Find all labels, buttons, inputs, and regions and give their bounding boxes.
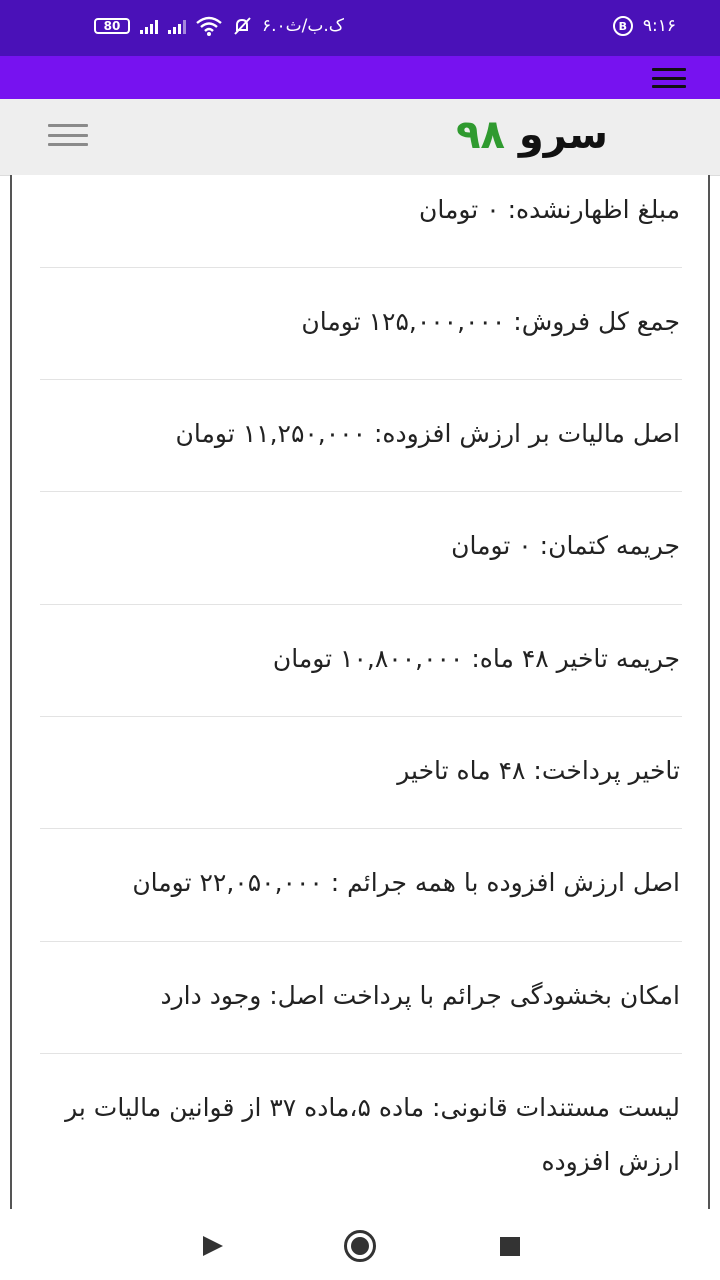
divider: [40, 716, 682, 717]
app-menu-icon[interactable]: [652, 68, 686, 88]
list-item-concealment-penalty: جریمه کتمان: ۰ تومان: [451, 531, 680, 560]
battery-level: 80: [103, 19, 121, 33]
divider: [40, 379, 682, 380]
list-item-penalty-waiver: امکان بخشودگی جرائم با پرداخت اصل: وجود دارد: [160, 981, 680, 1010]
site-menu-icon[interactable]: [48, 124, 88, 146]
battery-icon: [94, 18, 130, 34]
site-header: [0, 99, 720, 176]
results-list: [10, 175, 710, 1209]
back-icon[interactable]: [203, 1236, 223, 1256]
list-item-delay-penalty: جریمه تاخیر ۴۸ ماه: ۱۰,۸۰۰,۰۰۰ تومان: [272, 644, 680, 673]
b-badge-icon: B: [613, 16, 633, 36]
list-item-total-sales: جمع کل فروش: ۱۲۵,۰۰۰,۰۰۰ تومان: [301, 307, 680, 336]
divider: [40, 828, 682, 829]
signal-icon-2: [168, 18, 186, 34]
recents-icon[interactable]: [500, 1237, 520, 1256]
divider: [40, 1053, 682, 1054]
system-nav-bar: [0, 1209, 720, 1280]
logo-number: ۹۸: [456, 112, 505, 158]
divider: [40, 267, 682, 268]
list-item-vat-principal: اصل مالیات بر ارزش افزوده: ۱۱,۲۵۰,۰۰۰ تومان: [175, 419, 680, 448]
status-bar-right: [613, 16, 676, 36]
list-item-vat-with-penalties: اصل ارزش افزوده با همه جرائم : ۲۲,۰۵۰,۰۰۰ تومان: [132, 868, 680, 897]
site-logo[interactable]: [456, 113, 608, 157]
signal-icon: [140, 18, 158, 34]
divider: [40, 491, 682, 492]
home-icon[interactable]: [344, 1230, 376, 1262]
clock: ۹:۱۶: [642, 16, 676, 36]
divider: [40, 604, 682, 605]
muted-bell-icon: [232, 16, 252, 36]
list-item-legal-documents: لیست مستندات قانونی: ماده ۵،ماده ۳۷ از قوانین مالیات بر ارزش افزوده: [65, 1093, 680, 1176]
app-toolbar: [0, 56, 720, 99]
logo-word: سرو: [518, 112, 608, 158]
list-item-undeclared-amount: مبلغ اظهارنشده: ۰ تومان: [419, 195, 680, 224]
status-bar: [0, 0, 720, 56]
list-item-payment-delay: تاخیر پرداخت: ۴۸ ماه تاخیر: [397, 756, 680, 785]
wifi-icon: [196, 16, 222, 36]
divider: [40, 941, 682, 942]
network-speed: ۶.۰ک.ب/ث: [262, 16, 345, 36]
status-bar-left: [94, 16, 344, 36]
